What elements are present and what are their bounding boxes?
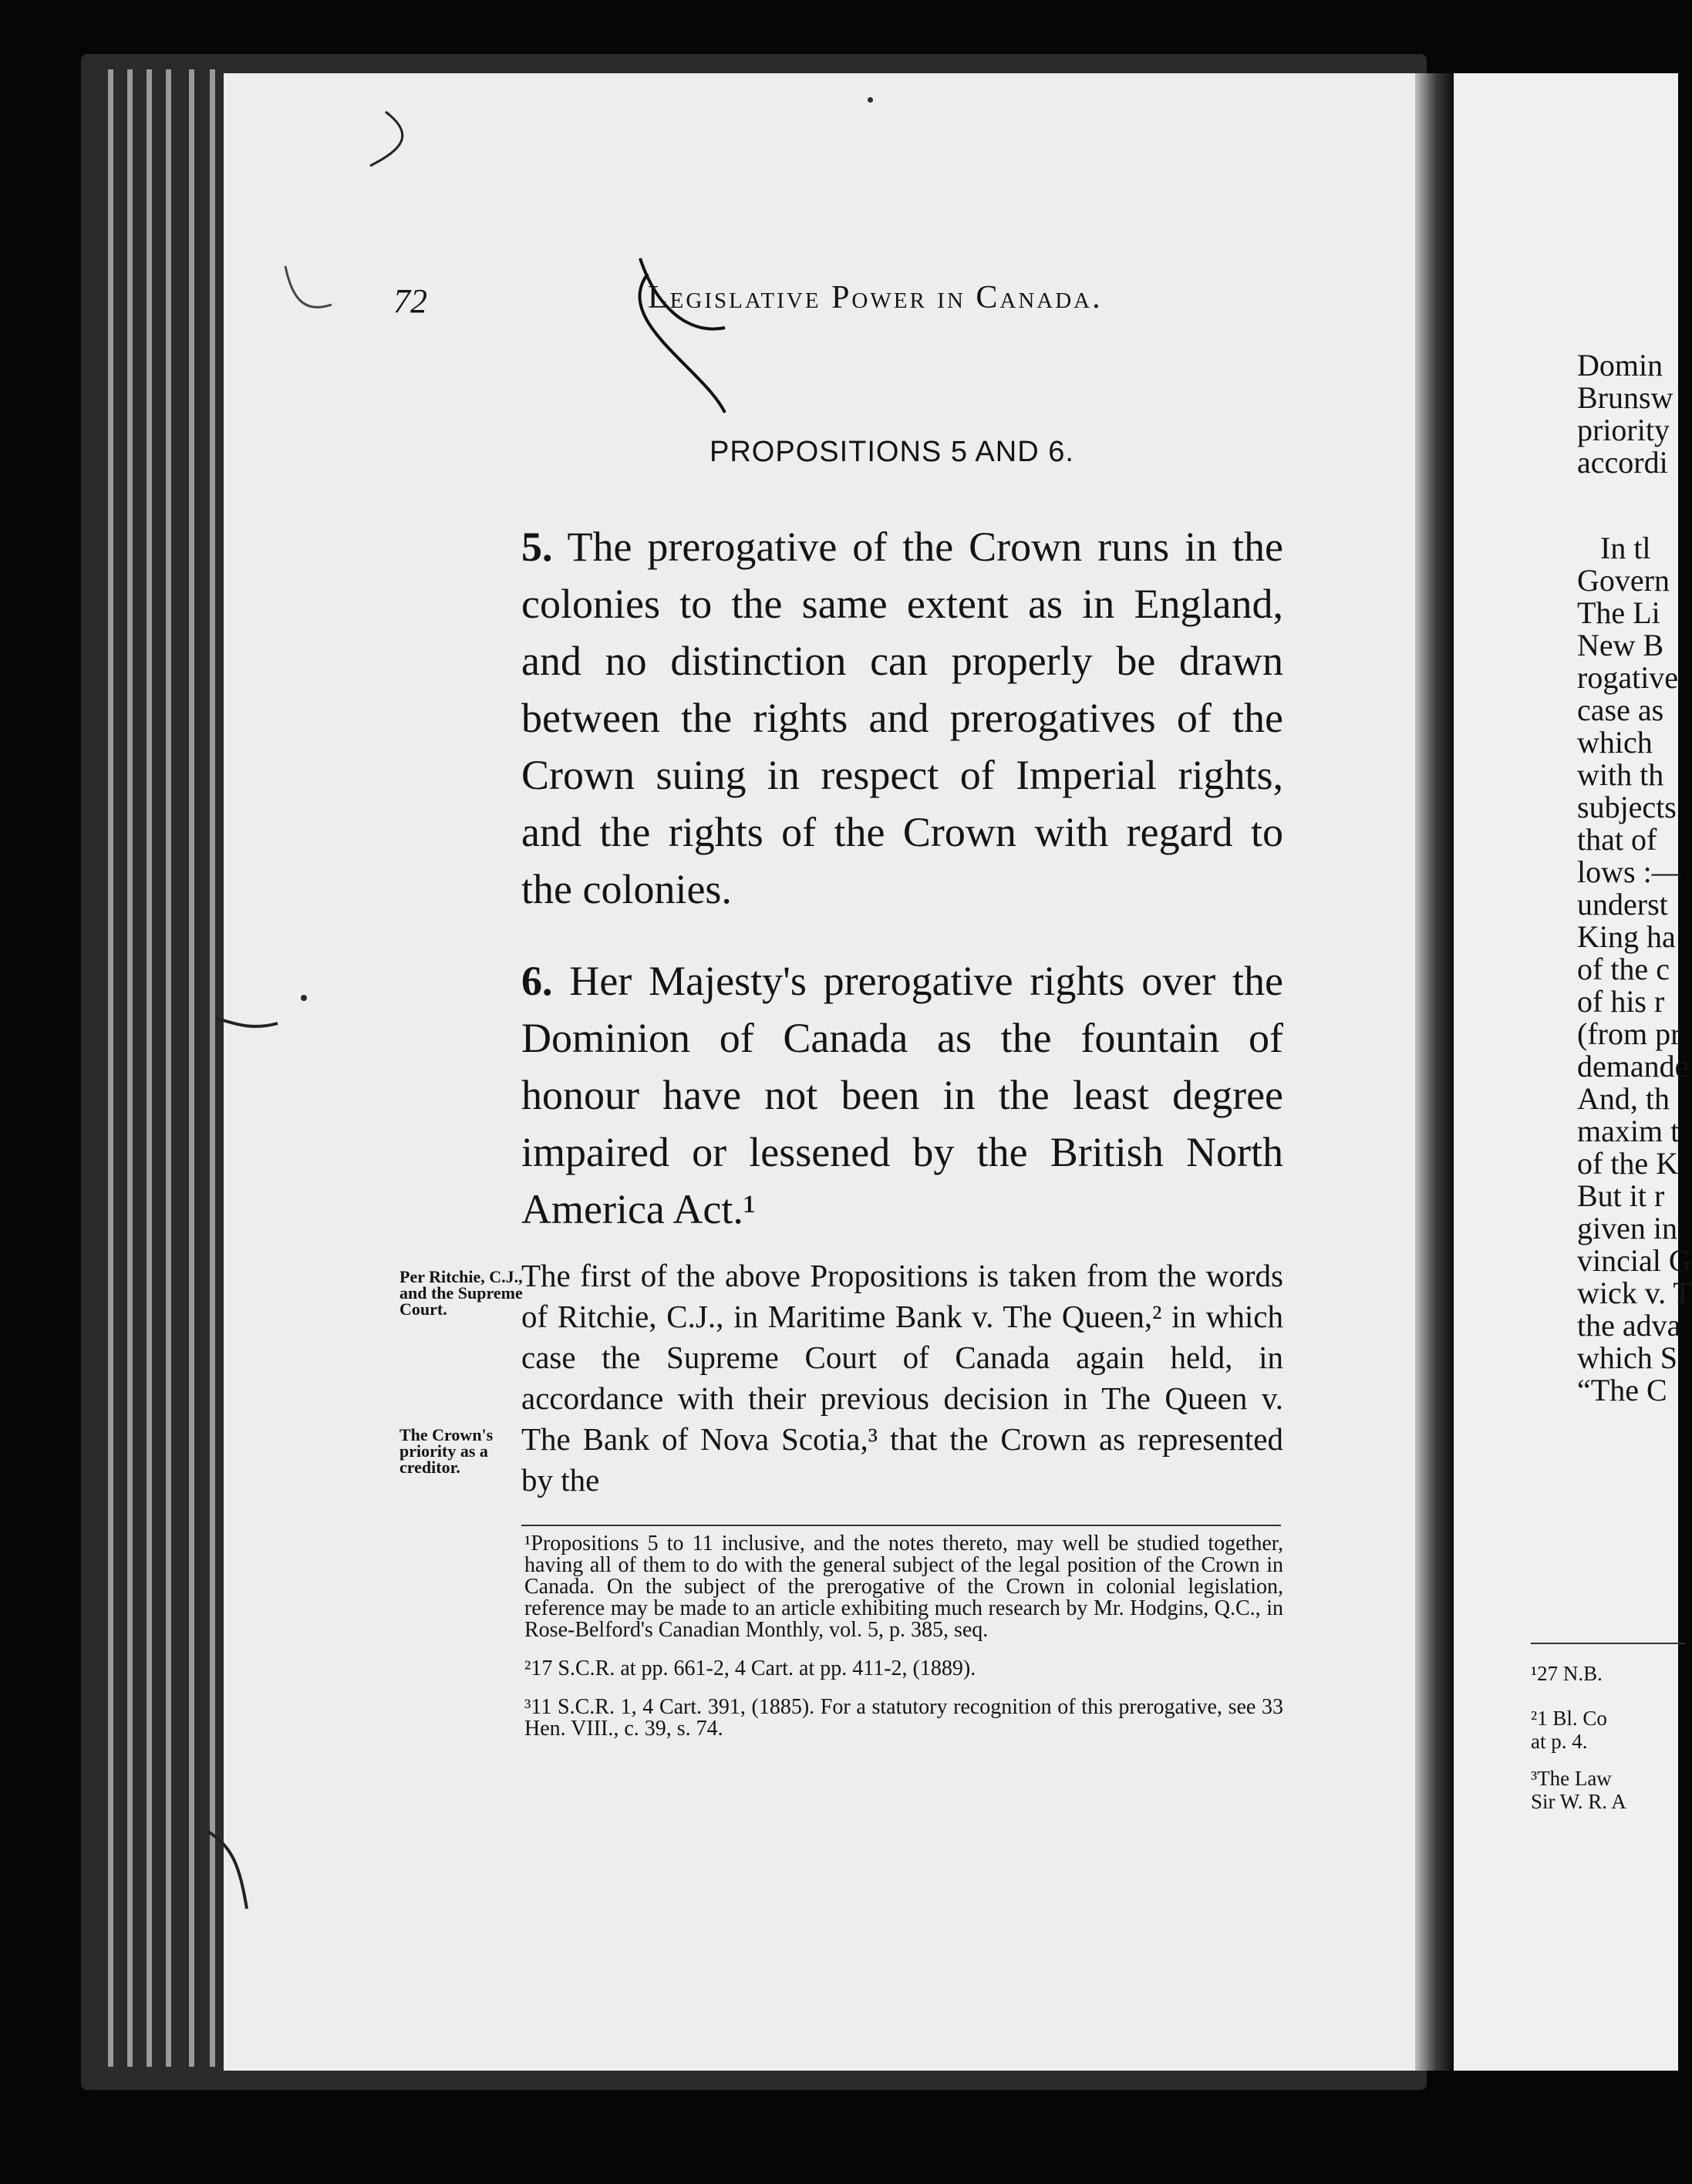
page-number: 72 [393,282,427,320]
margin-note: Per Ritchie, C.J., and the Supreme Court. [399,1267,523,1319]
footnote-rule [1531,1643,1685,1644]
footnotes [524,1533,1283,1757]
text-line: of his r [1577,984,1665,1019]
text-line: vincial G [1577,1243,1691,1278]
page-edge [166,69,171,2067]
text-line: that of [1577,822,1657,857]
text-line: New B [1577,628,1664,662]
text-line: which [1577,725,1653,760]
text-line: given in [1577,1211,1677,1245]
text-line: Brunsw [1577,380,1673,415]
footnote: ¹27 N.B. [1531,1662,1603,1685]
footnote: Sir W. R. A [1531,1790,1626,1813]
text-line: underst [1577,887,1668,922]
body-paragraph: The first of the above Propositions is taken from the words of Ritchie, C.J., in Maritime Bank v. The Queen,² in which case the Supreme Court of Canada again held, in accordance with their previous decision in The Queen v. The Bank of Nova Scotia,³ that the Crown as represented by the [521,1258,1283,1498]
text-line: priority [1577,413,1670,447]
text-line: the adva [1577,1308,1681,1343]
page-edge [189,69,194,2067]
margin-note: The Crown's priority as a creditor. [399,1425,494,1477]
text-line: Domin [1577,348,1663,383]
footnote: ¹Propositions 5 to 11 inclusive, and the notes thereto, may well be studied together, having all of them to do with the general subject of the legal position of the Crown in Canada. On the subject of the prerogative of the Crown in colonial legislation, reference may be made to an article exhibiting much research by Mr. Hodgins, Q.C., in Rose-Belford's Canadian Monthly, vol. 5, p. 385, seq. [524,1532,1283,1642]
text-line: demande [1577,1049,1689,1084]
text-line: The Li [1577,595,1660,630]
footnote: ³The Law [1531,1767,1612,1790]
ink-spot [301,995,307,1001]
proposition-text: The prerogative of the Crown runs in the colonies to the same extent as in England, and no distinction can properly be drawn between the rights and prerogatives of the Crown suing in respect of Imperial rights, and the rights of the Crown with regard to the colonies. [521,524,1284,912]
text-line: Govern [1577,563,1670,598]
footnote: ²1 Bl. Co [1531,1707,1607,1730]
text-line: In tl [1600,531,1651,565]
text-line: wick v. T [1577,1276,1692,1310]
book-gutter [1415,73,1454,2071]
text-line: maxim t [1577,1114,1680,1148]
text-line: case as [1577,693,1664,727]
proposition-5 [521,518,1283,918]
running-head: Legislative Power in Canada. [648,280,1103,315]
footnote: ³11 S.C.R. 1, 4 Cart. 391, (1885). For a statutory recognition of this prerogative, see 33 Hen. VIII., c. 39, s. 74. [524,1695,1283,1741]
text-line: subjects [1577,790,1677,824]
text-line: But it r [1577,1178,1665,1213]
proposition-number: 6. [521,958,553,1004]
proposition-number: 5. [521,524,553,570]
page-edge [108,69,113,2067]
footnote: at p. 4. [1531,1730,1588,1753]
text-line: lows :— [1577,854,1683,889]
text-line: with th [1577,757,1664,792]
text-line: rogative [1577,660,1679,695]
proposition-text: Her Majesty's prerogative rights over the Dominion of Canada as the fountain of honour have not been in the least degree impaired or lessened by the British North America Act.¹ [521,958,1283,1232]
page-edge [147,69,152,2067]
text-line: which S [1577,1340,1677,1375]
footnote-rule [521,1525,1281,1526]
text-line: of the K [1577,1146,1679,1181]
section-heading: PROPOSITIONS 5 AND 6. [709,436,1074,468]
text-line: accordi [1577,445,1668,480]
footnote: ²17 S.C.R. at pp. 661-2, 4 Cart. at pp. 411-2, (1889). [524,1657,976,1680]
right-page [1454,73,1692,2071]
text-line: And, th [1577,1081,1670,1116]
ink-spot [868,97,873,103]
page-edge [210,69,215,2067]
text-line: King ha [1577,919,1676,954]
proposition-6 [521,952,1283,1238]
text-line: of the c [1577,952,1670,986]
text-line: (from pr [1577,1016,1681,1051]
page-edge [127,69,133,2067]
text-line: “The C [1577,1373,1667,1407]
